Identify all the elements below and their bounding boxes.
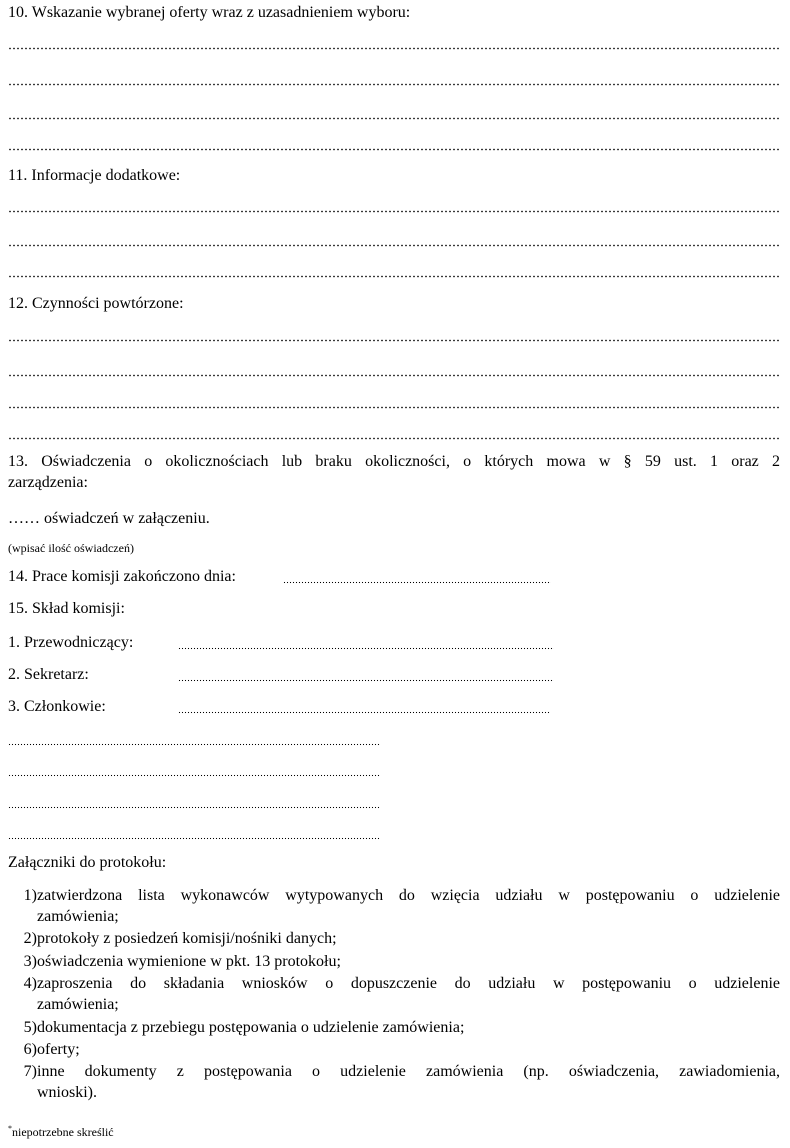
section-12-fill-line[interactable] bbox=[8, 339, 780, 342]
section-15-title: 15. Skład komisji: bbox=[8, 600, 125, 617]
section-11-fill-line[interactable] bbox=[8, 210, 780, 213]
section-11-fill-line[interactable] bbox=[8, 275, 780, 278]
section-10-fill-line[interactable] bbox=[8, 47, 780, 50]
secretary-label: 2. Sekretarz: bbox=[8, 666, 89, 683]
section-12-title: 12. Czynności powtórzone: bbox=[8, 295, 184, 312]
footnote-mark: * bbox=[8, 1124, 12, 1133]
section-12-fill-line[interactable] bbox=[8, 374, 780, 377]
chair-label: 1. Przewodniczący: bbox=[8, 634, 134, 651]
member-field[interactable] bbox=[8, 743, 380, 746]
member-field[interactable] bbox=[178, 711, 550, 714]
attachments-heading: Załączniki do protokołu: bbox=[8, 854, 167, 871]
chair-field[interactable] bbox=[178, 647, 554, 650]
declarations-count-text: oświadczeń w załączeniu. bbox=[44, 510, 210, 527]
declarations-count-row bbox=[8, 510, 210, 528]
members-label: 3. Członkowie: bbox=[8, 698, 106, 715]
section-13-title: 13. Oświadczenia o okolicznościach lub braku okoliczności, o których mowa w § 59 ust. 1 oraz 2 bbox=[8, 453, 780, 470]
declarations-count-hint: (wpisać ilość oświadczeń) bbox=[8, 541, 134, 555]
section-12-fill-line[interactable] bbox=[8, 437, 780, 440]
secretary-field[interactable] bbox=[178, 679, 554, 682]
section-10-fill-line[interactable] bbox=[8, 148, 780, 151]
section-11-fill-line[interactable] bbox=[8, 244, 780, 247]
member-field[interactable] bbox=[8, 806, 380, 809]
section-10-fill-line[interactable] bbox=[8, 83, 780, 86]
section-11-title: 11. Informacje dodatkowe: bbox=[8, 167, 181, 184]
footnote-text: niepotrzebne skreślić bbox=[12, 1125, 114, 1139]
section-14-title: 14. Prace komisji zakończono dnia: bbox=[8, 568, 236, 585]
section-13-title-cont: zarządzenia: bbox=[8, 474, 88, 491]
section-10-title: 10. Wskazanie wybranej oferty wraz z uzasadnieniem wyboru: bbox=[8, 4, 411, 21]
footnote bbox=[8, 1124, 114, 1140]
declarations-count-field[interactable]: …… bbox=[8, 510, 40, 527]
section-12-fill-line[interactable] bbox=[8, 406, 780, 409]
section-10-fill-line[interactable] bbox=[8, 117, 780, 120]
member-field[interactable] bbox=[8, 837, 380, 840]
member-field[interactable] bbox=[8, 774, 380, 777]
completion-date-field[interactable] bbox=[283, 581, 551, 584]
